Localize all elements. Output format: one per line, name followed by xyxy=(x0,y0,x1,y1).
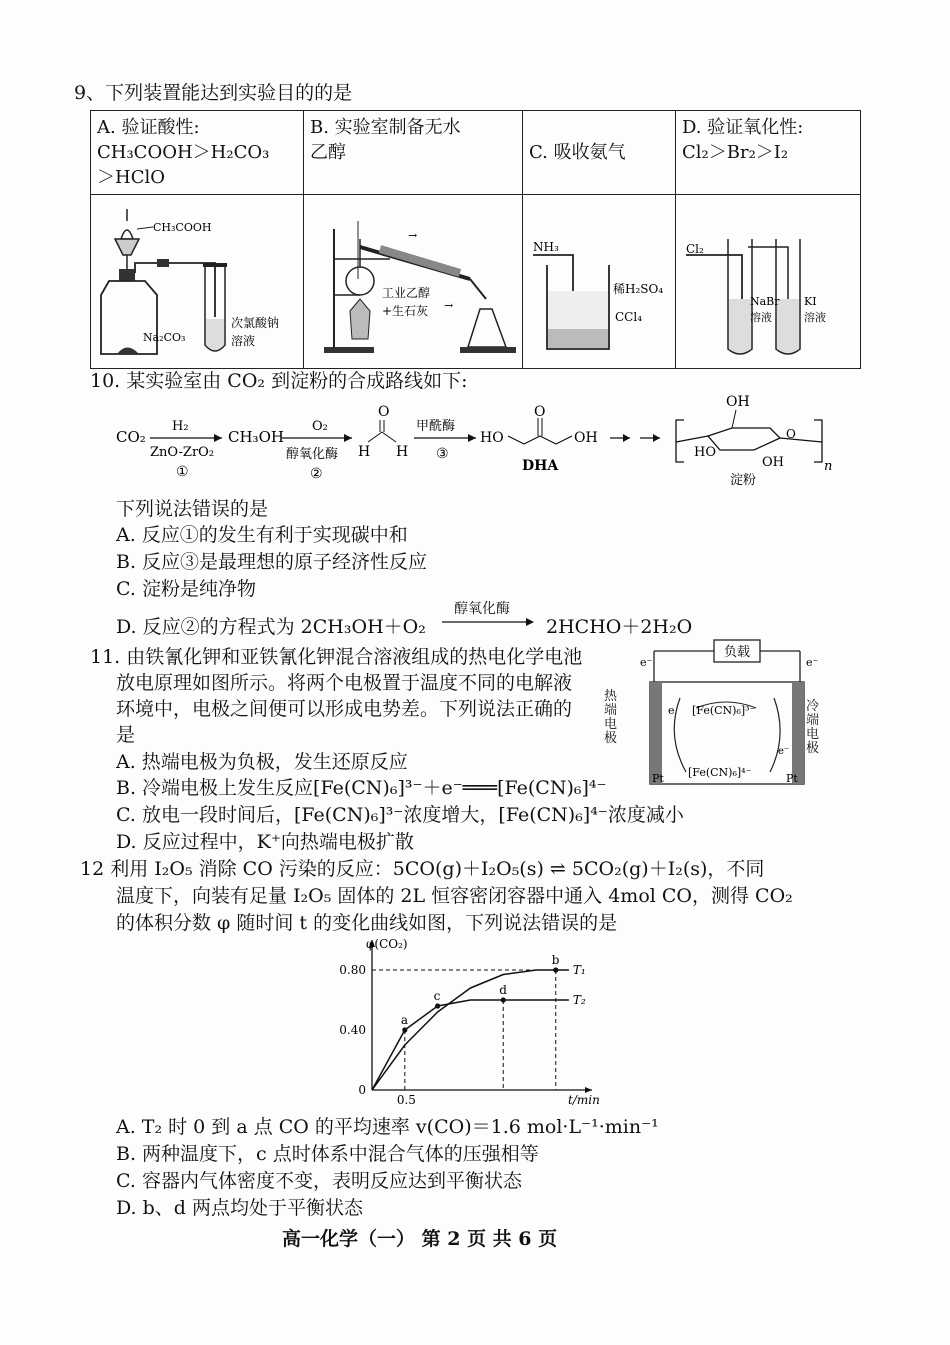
label-ethanol: 工业乙醇 xyxy=(382,286,431,300)
q10-option-a: A. 反应①的发生有利于实现碳中和 xyxy=(116,524,408,546)
route-ho: HO xyxy=(480,430,504,446)
label-ki: KI xyxy=(804,295,817,308)
route-oh: OH xyxy=(574,430,598,446)
q9-apparatus-b xyxy=(304,195,523,369)
svg-text:O: O xyxy=(786,427,796,441)
q11-stem-3: 环境中，电极之间便可以形成电势差。下列说法正确的 xyxy=(116,698,573,720)
q11-option-b: B. 冷端电极上发生反应[Fe(CN)₆]³⁻＋e⁻═══[Fe(CN)₆]⁴⁻ xyxy=(116,777,607,799)
route-n: n xyxy=(824,459,833,474)
q12-stem-1: 12 利用 I₂O₅ 消除 CO 污染的反应：5CO(g)＋I₂O₅(s) ⇌ 5CO₂(g)＋I₂(s)，不同 xyxy=(80,858,765,880)
q9-b-line1: B. 实验室制备无水 xyxy=(310,117,461,138)
route-n1: ① xyxy=(176,464,189,480)
q11-stem-4: 是 xyxy=(116,724,136,746)
label-naclo-sol: 溶液 xyxy=(231,334,256,348)
label-na2co3: Na₂CO₃ xyxy=(143,331,186,344)
route-oh-top: OH xyxy=(726,394,750,410)
q9-cell-b xyxy=(304,111,523,195)
route-oh-ring: OH xyxy=(762,455,784,470)
q10-route xyxy=(110,392,833,492)
route-n2: ② xyxy=(310,466,323,482)
route-cat1: ZnO-ZrO₂ xyxy=(150,445,215,460)
svg-text:→: → xyxy=(408,229,418,242)
q9-apparatus-d xyxy=(676,195,861,369)
route-o2: O₂ xyxy=(312,419,328,434)
label-nabr-sol: 溶液 xyxy=(750,311,772,324)
route-ch3oh: CH₃OH xyxy=(228,428,284,446)
label-nabr: NaBr xyxy=(750,295,780,308)
route-ho-ring: HO xyxy=(694,445,716,460)
q9-cell-c xyxy=(523,111,676,195)
q12-option-b: B. 两种温度下，c 点时体系中混合气体的压强相等 xyxy=(116,1143,539,1165)
q9-table xyxy=(90,110,861,369)
q9-a-line2: CH₃COOH＞H₂CO₃ xyxy=(97,142,270,163)
route-h2: H₂ xyxy=(172,419,189,434)
diagram-e-in-left: e xyxy=(668,704,675,717)
q9-d-line2: Cl₂＞Br₂＞I₂ xyxy=(682,142,789,163)
q9-stem: 9、下列装置能达到实验目的的是 xyxy=(74,82,353,104)
point-d xyxy=(501,997,506,1002)
route-h-right: H xyxy=(396,444,409,460)
point-label-b: b xyxy=(551,953,560,967)
label-h2so4: 稀H₂SO₄ xyxy=(613,282,664,296)
diagram-ion4: [Fe(CN)₆]⁴⁻ xyxy=(688,766,752,779)
page-footer: 高一化学（一） 第 2 页 共 6 页 xyxy=(282,1228,558,1250)
q10-d-product: 2HCHO＋2H₂O xyxy=(546,616,693,638)
y-tick-label: 0.40 xyxy=(339,1023,366,1037)
q10-ask: 下列说法错误的是 xyxy=(116,498,269,520)
q9-cell-a xyxy=(91,111,304,195)
q11-stem-1: 11. 由铁氰化钾和亚铁氰化钾混合溶液组成的热电化学电池 xyxy=(90,646,583,668)
q10-d-arrow xyxy=(440,614,540,630)
diagram-e-right: e⁻ xyxy=(806,656,819,669)
diagram-cold-label: 冷端电极 xyxy=(806,699,820,756)
q9-apparatus-c xyxy=(523,195,676,369)
label-lime: +生石灰 xyxy=(382,304,429,318)
label-nh3: NH₃ xyxy=(533,240,559,254)
diagram-pt-right: Pt xyxy=(786,772,798,785)
q10-stem: 10. 某实验室由 CO₂ 到淀粉的合成路线如下: xyxy=(90,370,468,392)
y-tick-label: 0.80 xyxy=(339,963,366,977)
series-2-label: T₂ xyxy=(572,993,586,1007)
route-dha-o: O xyxy=(534,404,546,420)
q11-option-a: A. 热端电极为负极，发生还原反应 xyxy=(116,751,408,773)
q10-option-c: C. 淀粉是纯净物 xyxy=(116,578,256,600)
diagram-ion3: [Fe(CN)₆]³⁻ xyxy=(692,704,756,717)
x-tick-label: 0.5 xyxy=(396,1093,416,1107)
q11-cell-diagram xyxy=(626,636,824,786)
diagram-e-left: e⁻ xyxy=(640,656,653,669)
route-enz2: 醇氧化酶 xyxy=(286,447,339,462)
point-c xyxy=(435,1003,440,1008)
diagram-hot-label: 热端电极 xyxy=(604,689,618,746)
label-ch3cooh: CH₃COOH xyxy=(153,221,212,234)
svg-text:→: → xyxy=(444,299,454,312)
route-h-left: H xyxy=(358,444,371,460)
q9-a-line3: ＞HClO xyxy=(97,167,165,188)
q11-stem-2: 放电原理如图所示。将两个电极置于温度不同的电解液 xyxy=(116,672,573,694)
q11-option-d: D. 反应过程中，K⁺向热端电极扩散 xyxy=(116,831,414,853)
route-o: O xyxy=(378,404,390,420)
y-axis-label: φ(CO₂) xyxy=(366,937,408,951)
route-n3: ③ xyxy=(436,446,449,462)
q9-c-line1: C. 吸收氨气 xyxy=(529,142,626,163)
label-ccl4: CCl₄ xyxy=(615,310,643,324)
q12-option-d: D. b、d 两点均处于平衡状态 xyxy=(116,1197,364,1219)
diagram-pt-left: Pt xyxy=(652,772,664,785)
q10-d-enzyme: 醇氧化酶 xyxy=(454,601,510,617)
q9-b-line2: 乙醇 xyxy=(310,142,346,163)
point-label-c: c xyxy=(433,989,441,1003)
point-label-d: d xyxy=(499,983,507,997)
point-label-a: a xyxy=(400,1013,408,1027)
q10-option-d: D. 反应②的方程式为 2CH₃OH＋O₂ xyxy=(116,616,426,638)
y-tick-label: 0 xyxy=(358,1083,366,1097)
q12-option-a: A. T₂ 时 0 到 a 点 CO 的平均速率 v(CO)＝1.6 mol·L⁻¹·min⁻¹ xyxy=(116,1116,659,1138)
label-naclo: 次氯酸钠 xyxy=(231,316,280,330)
q12-stem-2: 温度下，向装有足量 I₂O₅ 固体的 2L 恒容密闭容器中通入 4mol CO，测得 CO₂ xyxy=(116,885,793,907)
route-starch: 淀粉 xyxy=(730,473,757,488)
diagram-e-in-right: e⁻ xyxy=(778,746,790,757)
route-dha: DHA xyxy=(522,458,559,474)
route-enz3: 甲酰酶 xyxy=(416,419,456,434)
label-cl2: Cl₂ xyxy=(686,242,704,256)
q9-cell-d xyxy=(676,111,861,195)
diagram-load: 负载 xyxy=(723,645,751,660)
series-1-label: T₁ xyxy=(572,963,586,977)
q11-option-c: C. 放电一段时间后，[Fe(CN)₆]³⁻浓度增大，[Fe(CN)₆]⁴⁻浓度减小 xyxy=(116,804,684,826)
q12-option-c: C. 容器内气体密度不变，表明反应达到平衡状态 xyxy=(116,1170,522,1192)
point-a xyxy=(402,1027,407,1032)
series-1-line xyxy=(372,970,569,1090)
q12-chart xyxy=(330,934,600,1107)
q12-stem-3: 的体积分数 φ 随时间 t 的变化曲线如图，下列说法错误的是 xyxy=(116,912,618,934)
route-co2: CO₂ xyxy=(116,428,146,446)
point-b xyxy=(553,967,558,972)
label-ki-sol: 溶液 xyxy=(804,311,826,324)
q9-d-line1: D. 验证氧化性: xyxy=(682,117,804,138)
q10-option-b: B. 反应③是最理想的原子经济性反应 xyxy=(116,551,428,573)
q9-a-line1: A. 验证酸性: xyxy=(97,117,200,138)
x-axis-label: t/min xyxy=(568,1093,600,1107)
q9-apparatus-a xyxy=(91,195,304,369)
